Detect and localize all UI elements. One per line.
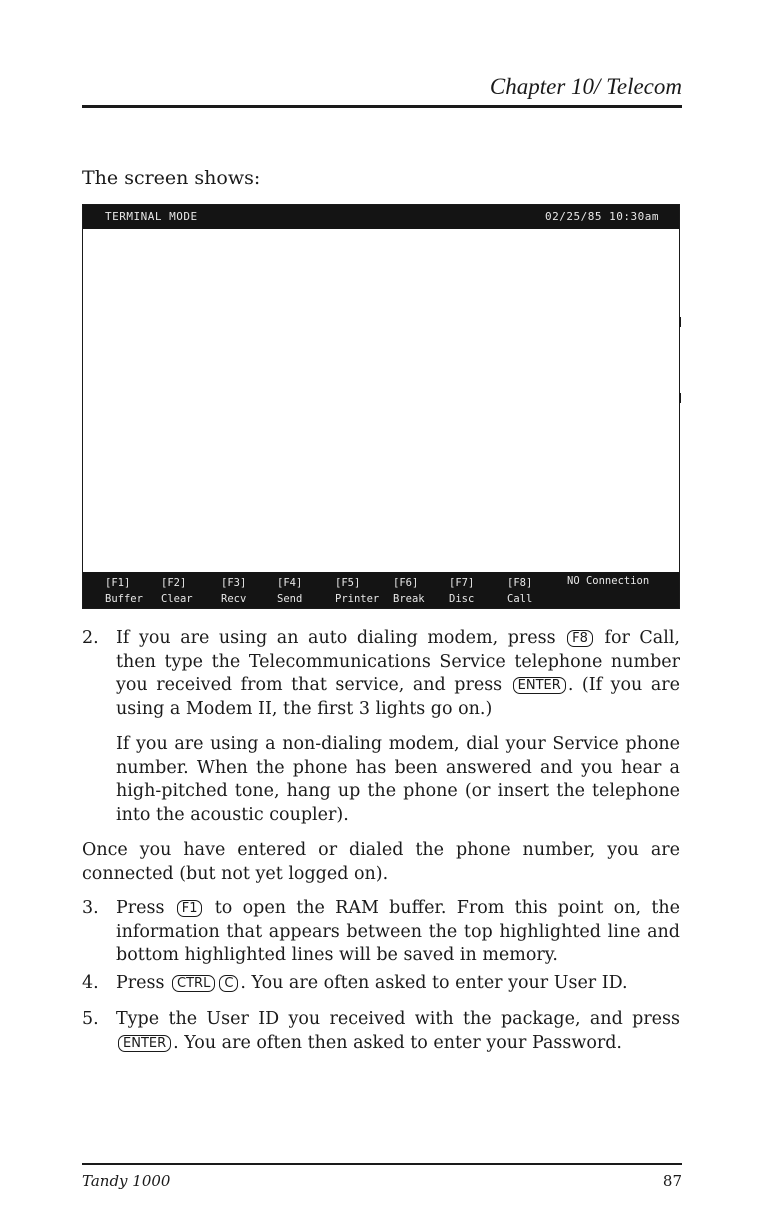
fkey-key: [F7] [449,577,475,589]
fkey-key: [F5] [335,577,361,589]
fkey-label: Clear [161,593,193,605]
fkey-f4 [277,575,302,607]
fkey-f6 [393,575,425,607]
screen-edge-mark [679,317,681,327]
fkey-label: Break [393,593,425,605]
fkey-f8 [507,575,532,607]
fkey-key: [F4] [277,577,303,589]
fkey-key: [F2] [161,577,187,589]
enter-key: ENTER [513,677,566,694]
step-text: Type the User ID you received with the package, and press [116,1009,680,1029]
step-text: . You are often asked to enter your User ID. [240,973,628,993]
step-number: 4. [82,973,99,993]
screen-edge-mark [679,393,681,403]
step-3 [82,897,680,968]
fkey-key: [F8] [507,577,533,589]
connected-note: Once you have entered or dialed the phone number, you are connected (but not yet logged on). [82,840,680,884]
step-text: Press [116,973,171,993]
fkey-label: Disc [449,593,475,605]
fkey-f2 [161,575,193,607]
terminal-top-bar [83,205,679,229]
ctrl-key: CTRL [172,975,215,992]
step-number: 5. [82,1009,99,1029]
fkey-label: Send [277,593,303,605]
fkey-f5 [335,575,379,607]
terminal-mode-label: TERMINAL MODE [105,210,198,223]
step-5 [82,1008,680,1055]
footer-rule [82,1163,682,1165]
terminal-function-bar [83,572,679,608]
fkey-label: Buffer [105,593,143,605]
step-2-note: If you are using a non-dialing modem, dial your Service phone number. When the phone has been answered and you hear a high-pitched tone, hang up the phone (or insert the telephone into the acoustic coupler). [116,734,680,825]
fkey-label: Call [507,593,533,605]
chapter-header: Chapter 10/ Telecom [489,74,682,99]
fkey-f3 [221,575,246,607]
step-text: for Call, then type the Telecommunications Service telephone number you received from that service, and press [116,628,680,695]
page-number: 87 [662,1172,682,1190]
connection-status: NO Connection [567,575,650,587]
fkey-key: [F1] [105,577,131,589]
fkey-f1 [105,575,143,607]
f8-key: F8 [567,630,593,647]
step-text: . (If you are using a Modem II, the first 3 lights go on.) [116,675,680,719]
step-number: 2. [82,628,99,648]
c-key: C [219,975,238,992]
fkey-key: [F6] [393,577,419,589]
step-4 [82,972,680,996]
terminal-screen [82,204,680,609]
intro-text: The screen shows: [82,167,261,189]
step-text: to open the RAM buffer. From this point on, the information that appears between the top highlighted line and bottom highlighted lines will be saved in memory. [116,898,680,965]
fkey-label: Printer [335,593,380,605]
step-number: 3. [82,898,99,918]
fkey-label: Recv [221,593,247,605]
step-text: . You are often then asked to enter your Password. [173,1032,622,1053]
fkey-key: [F3] [221,577,247,589]
f1-key: F1 [177,900,203,917]
step-text: Press [116,898,175,918]
terminal-datetime: 02/25/85 10:30am [545,210,659,223]
header-rule [82,105,682,108]
enter-key: ENTER [118,1035,171,1052]
step-text: If you are using an auto dialing modem, press [116,628,566,648]
fkey-f7 [449,575,474,607]
footer-title: Tandy 1000 [82,1172,171,1190]
step-2 [82,627,680,721]
